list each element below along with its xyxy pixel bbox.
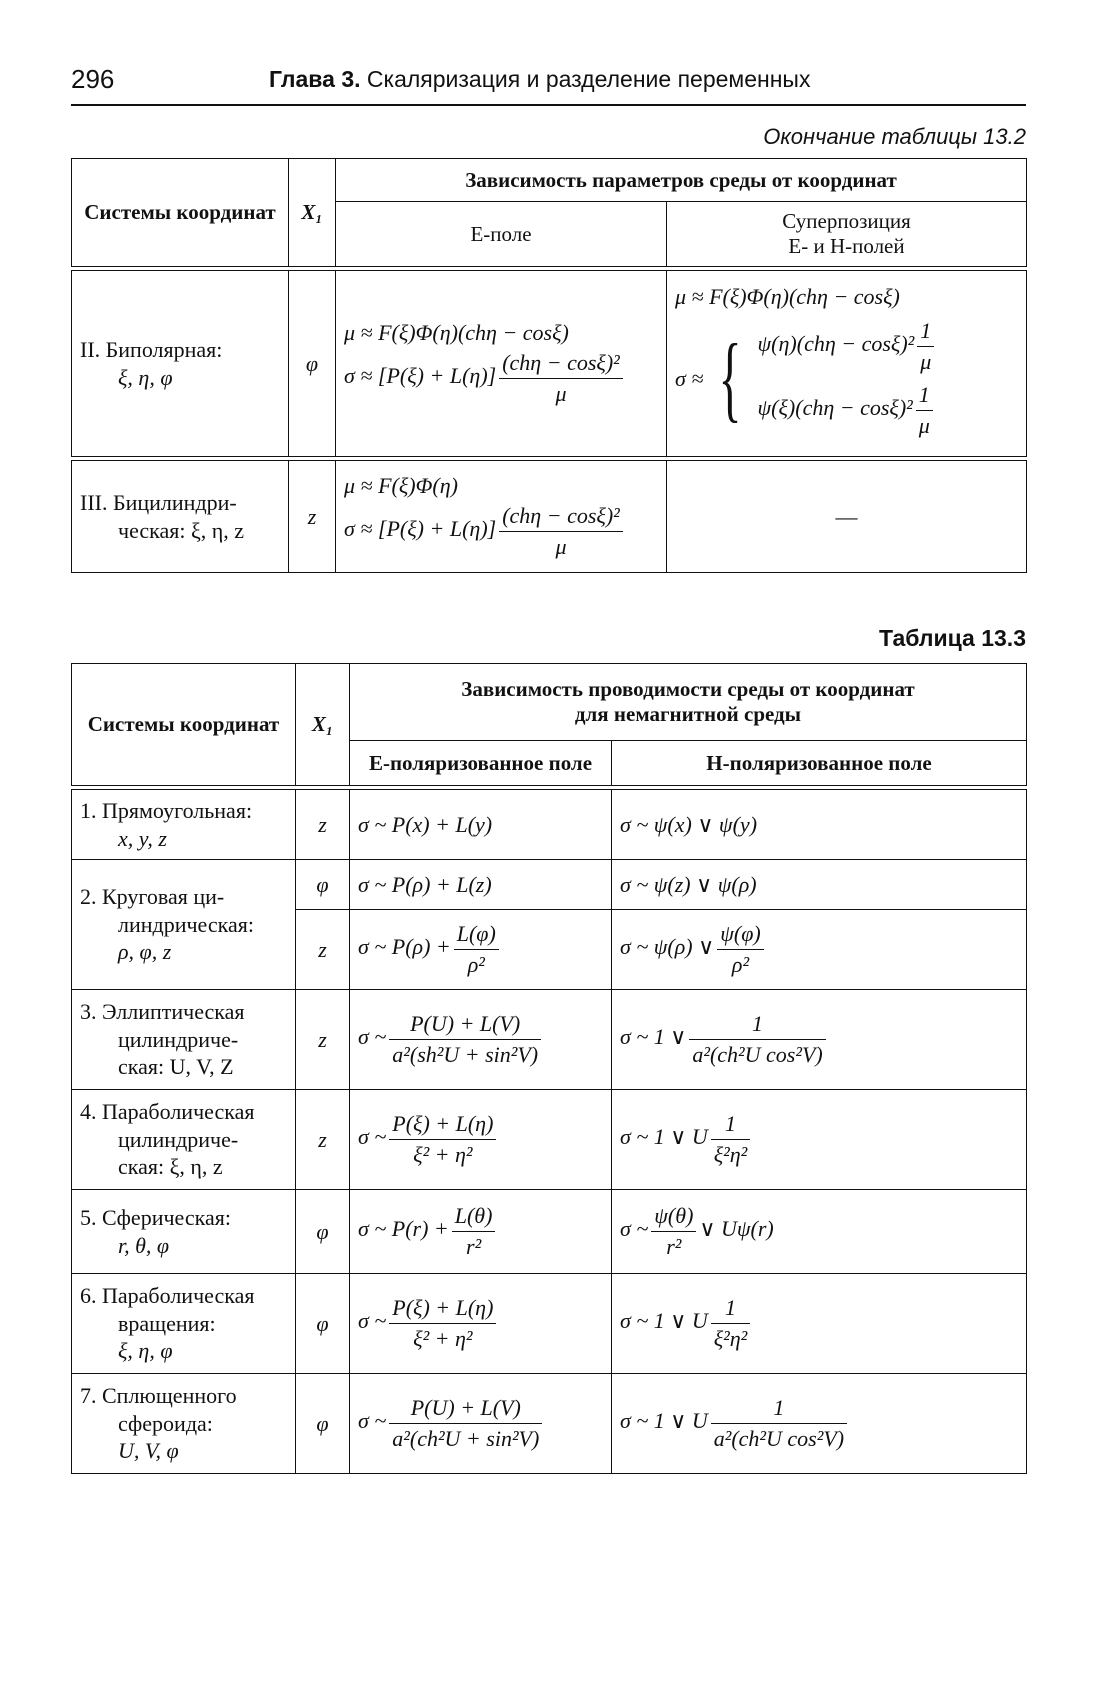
row-h-polarized: σ ~ 1 ∨ U $\frac{1}{\text{ξ²η²}}$ <box>612 1274 1027 1374</box>
row-system: 5. Сферическая: r, θ, φ <box>72 1190 296 1274</box>
row-h-polarized: σ ~ ψ(x) ∨ ψ(y) <box>612 790 1027 860</box>
row-h-polarized: σ ~ ψ(ρ) ∨ $\frac{\psi(\varphi)}{\text{ρ²}}$ <box>612 910 1027 990</box>
row-e-polarized: σ ~ $\frac{P(\xi) + L(\eta)}{\text{ξ² + η²}}$ <box>350 1274 612 1374</box>
row-system: 2. Круговая ци- линдрическая: ρ, φ, z <box>72 860 296 990</box>
row-e-polarized: σ ~ P(ρ) + $\frac{L(\varphi)}{\text{ρ²}}$ <box>350 910 612 990</box>
row-system: 4. Параболическая цилиндриче- ская: ξ, η, z <box>72 1090 296 1190</box>
table-row <box>72 271 1027 457</box>
row-e-polarized: σ ~ P(ρ) + L(z) <box>350 860 612 910</box>
table-row <box>72 1090 1027 1190</box>
col-superposition-header: Суперпозиция E- и H-полей <box>667 202 1027 267</box>
row-x1: z <box>296 1090 350 1190</box>
row-x1: φ <box>296 1190 350 1274</box>
row-superposition: μ ≈ F(ξ)Φ(η)(chη − cosξ) σ ≈ { ψ(η)(chη − cosξ)² $\frac{1}{\mu}$ ψ(ξ)(chη − cosξ)² $\frac{1}{\mu}$ <box>667 271 1027 457</box>
left-brace-icon: { <box>718 324 742 432</box>
page-number: 296 <box>71 64 115 94</box>
row-e-polarized: σ ~ P(r) + $\frac{L(\theta)}{\text{r²}}$ <box>350 1190 612 1274</box>
row-superposition: — <box>667 461 1027 573</box>
row-h-polarized: σ ~ ψ(z) ∨ ψ(ρ) <box>612 860 1027 910</box>
row-system: 3. Эллиптическая цилиндриче- ская: U, V, Z <box>72 990 296 1090</box>
row-h-polarized: σ ~ 1 ∨ $\frac{1}{\text{a²(ch²U cos²V)}}$ <box>612 990 1027 1090</box>
row-x1: z <box>296 990 350 1090</box>
table-row <box>72 461 1027 573</box>
row-e-polarized: σ ~ P(x) + L(y) <box>350 790 612 860</box>
row-e-field: μ ≈ F(ξ)Φ(η)(chη − cosξ) σ ≈ [P(ξ) + L(η)] $\frac{\text{(chη − cosξ)²}}{\mu}$ <box>336 271 667 457</box>
row-system: 7. Сплющенного сфероида: U, V, φ <box>72 1374 296 1474</box>
row-x1: z <box>296 790 350 860</box>
table-13-3 <box>71 663 1027 1474</box>
row-x1: z <box>289 461 336 573</box>
col-systems-header: Системы координат <box>72 664 296 786</box>
table-row <box>72 1190 1027 1274</box>
running-header <box>71 58 1026 106</box>
running-title <box>269 66 810 93</box>
row-x1: φ <box>296 860 350 910</box>
row-x1: φ <box>289 271 336 457</box>
col-systems-header: Системы координат <box>72 159 289 267</box>
row-e-polarized: σ ~ $\frac{P(U) + L(V)}{\text{a²(ch²U + sin²V)}}$ <box>350 1374 612 1474</box>
col-x1-header: X₁ <box>296 664 350 786</box>
col-h-polarized-header: H-поляризованное поле <box>612 741 1027 786</box>
row-e-field: μ ≈ F(ξ)Φ(η) σ ≈ [P(ξ) + L(η)] $\frac{\text{(chη − cosξ)²}}{\mu}$ <box>336 461 667 573</box>
col-x1-header: X₁ <box>289 159 336 267</box>
table-row <box>72 990 1027 1090</box>
row-e-polarized: σ ~ $\frac{P(U) + L(V)}{\text{a²(sh²U + sin²V)}}$ <box>350 990 612 1090</box>
row-e-polarized: σ ~ $\frac{P(\xi) + L(\eta)}{\text{ξ² + η²}}$ <box>350 1090 612 1190</box>
chapter-title: Скаляризация и разделение переменных <box>366 66 811 92</box>
book-page <box>71 58 1026 1474</box>
row-x1: φ <box>296 1274 350 1374</box>
col-e-field-header: E-поле <box>336 202 667 267</box>
col-e-polarized-header: E-поляризованное поле <box>350 741 612 786</box>
table-13-2-end <box>71 158 1027 573</box>
row-system: 6. Параболическая вращения: ξ, η, φ <box>72 1274 296 1374</box>
table-row <box>72 790 1027 860</box>
table-row <box>72 860 1027 910</box>
col-group-header: Зависимость проводимости среды от координат для немагнитной среды <box>350 664 1027 741</box>
table-title: Таблица 13.3 <box>878 625 1026 651</box>
row-system: III. Бицилиндри- ческая: ξ, η, z <box>72 461 289 573</box>
table-continuation-label: Окончание таблицы 13.2 <box>763 124 1026 149</box>
row-system: II. Биполярная: ξ, η, φ <box>72 271 289 457</box>
row-system: 1. Прямоугольная: x, y, z <box>72 790 296 860</box>
row-x1: φ <box>296 1374 350 1474</box>
table-row <box>72 1274 1027 1374</box>
row-h-polarized: σ ~ $\frac{\psi(\theta)}{\text{r²}}$ ∨ Uψ(r) <box>612 1190 1027 1274</box>
col-group-header: Зависимость параметров среды от координат <box>336 159 1027 202</box>
table-row <box>72 1374 1027 1474</box>
chapter-label: Глава 3. <box>269 66 361 92</box>
row-h-polarized: σ ~ 1 ∨ U $\frac{1}{\text{a²(ch²U cos²V)}}$ <box>612 1374 1027 1474</box>
row-h-polarized: σ ~ 1 ∨ U $\frac{1}{\text{ξ²η²}}$ <box>612 1090 1027 1190</box>
row-x1: z <box>296 910 350 990</box>
